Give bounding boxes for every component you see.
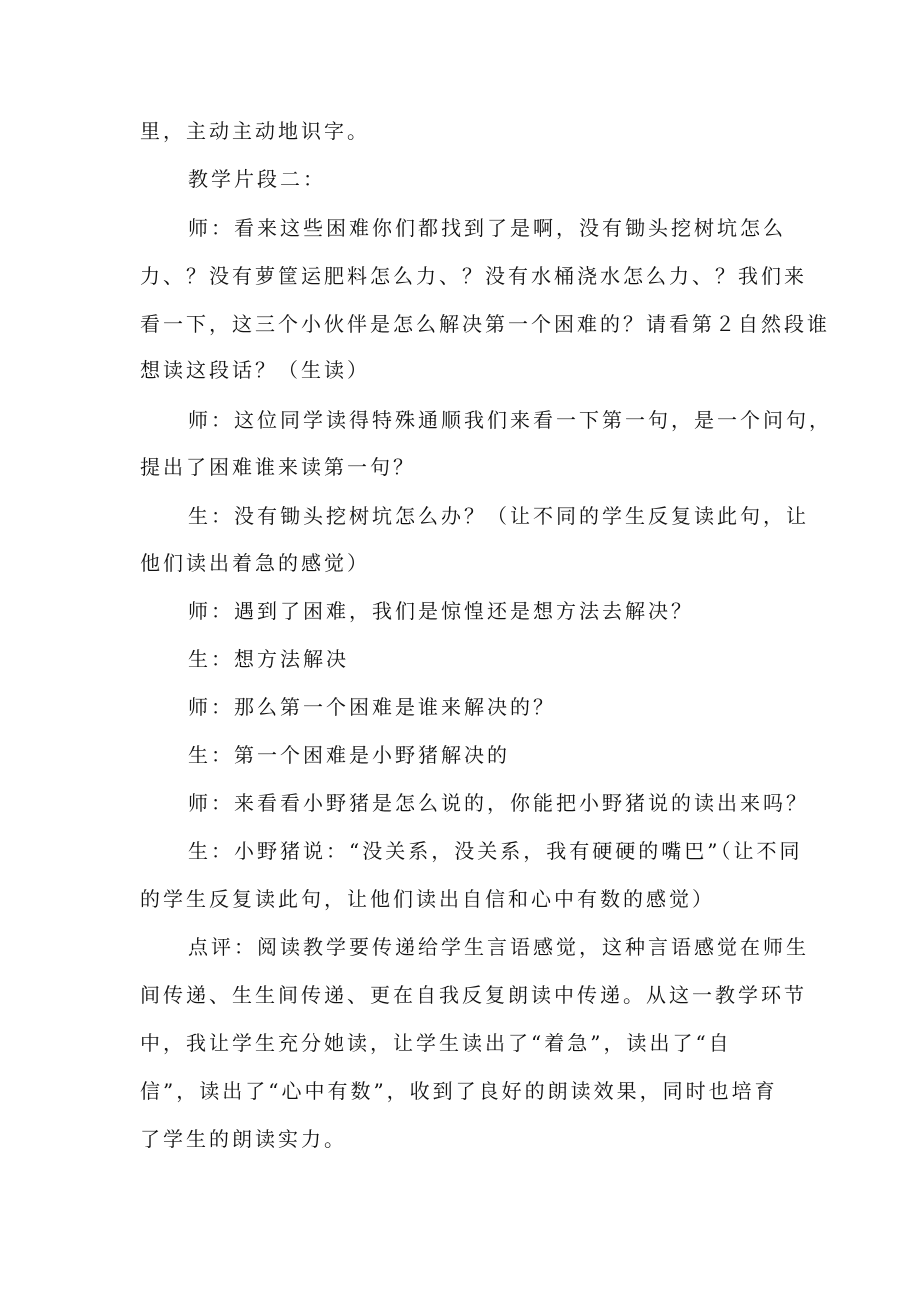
commentary-line: 信”，读出了“心中有数”，收到了良好的朗读效果，同时也培育 xyxy=(140,1079,778,1103)
text-line: 里，主动主动地识字。 xyxy=(140,119,370,143)
text-line: 师：这位同学读得特殊通顺我们来看一下第一句，是一个问句， xyxy=(188,408,832,432)
text-line: 生：小野猪说：“没关系，没关系，我有硬硬的嘴巴”（让不同 xyxy=(188,839,803,863)
text-line: 看一下，这三个小伙伴是怎么解决第一个困难的？请看第２自然段谁 xyxy=(140,312,830,336)
text-line: 的学生反复读此句，让他们读出自信和心中有数的感觉） xyxy=(140,887,715,911)
text-line: 生：没有锄头挖树坑怎么办？（让不同的学生反复读此句，让 xyxy=(188,504,809,528)
text-line: 想读这段话？（生读） xyxy=(140,358,370,382)
text-line: 他们读出着急的感觉） xyxy=(140,551,370,575)
text-line: 师：来看看小野猪是怎么说的，你能把小野猪说的读出来吗？ xyxy=(188,791,809,815)
text-line: 师：遇到了困难，我们是惊惶还是想方法去解决？ xyxy=(188,599,694,623)
commentary-line: 中，我让学生充分她读，让学生读出了“着急”，读出了“自 xyxy=(140,1031,732,1055)
commentary-line: 了学生的朗读实力。 xyxy=(140,1127,347,1151)
commentary-line: 间传递、生生间传递、更在自我反复朗读中传递。从这一教学环节 xyxy=(140,983,807,1007)
text-line: 师：看来这些困难你们都找到了是啊，没有锄头挖树坑怎么 xyxy=(188,216,786,240)
commentary-line: 点评：阅读教学要传递给学生言语感觉，这种言语感觉在师生 xyxy=(188,935,809,959)
text-line: 力、？没有萝筐运肥料怎么力、？没有水桶浇水怎么力、？我们来 xyxy=(140,264,807,288)
text-line: 提出了困难谁来读第一句？ xyxy=(140,455,416,479)
text-line: 生：想方法解决 xyxy=(188,647,349,671)
text-line: 生：第一个困难是小野猪解决的 xyxy=(188,743,510,767)
section-heading: 教学片段二： xyxy=(188,167,326,191)
text-line: 师：那么第一个困难是谁来解决的？ xyxy=(188,695,556,719)
